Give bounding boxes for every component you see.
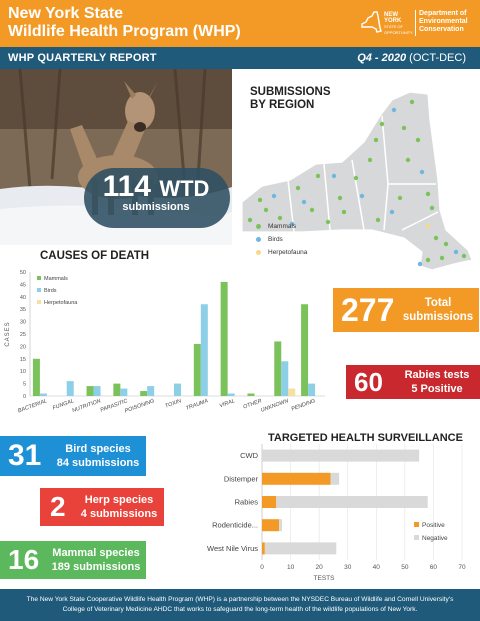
report-subbar [0, 47, 480, 69]
bar-birds-bacterial [40, 394, 47, 396]
wtd-label: submissions [122, 201, 190, 213]
x-tick-label: OTHER [242, 398, 263, 411]
birds-marker-icon [256, 237, 261, 242]
bar-mammals-parasitic [113, 384, 120, 396]
legend-label: Birds [268, 236, 283, 243]
x-tick-label: FUNGAL [51, 398, 75, 412]
x-tick-label: TOXIN [164, 398, 183, 410]
x-tick-label: POISONING [124, 398, 156, 415]
bar-mammals-poisoning [140, 391, 147, 396]
y-tick-label: 50 [19, 270, 26, 276]
logo-dept-line2: Environmental [419, 18, 468, 25]
y-tick-label: 45 [19, 282, 26, 289]
logo-state-text [384, 12, 414, 36]
legend-label: Mammals [268, 223, 297, 230]
rabies-line2: 5 Positive [411, 383, 463, 395]
y-tick-label: 10 [19, 369, 26, 376]
bar-birds-toxin [174, 384, 181, 396]
y-tick-label: West Nile Virus [207, 543, 258, 553]
surveillance-chart [200, 442, 480, 590]
legend-mammals [256, 220, 307, 233]
bar-negative-distemper [331, 473, 340, 485]
bar-mammals-viral [221, 282, 228, 396]
region-map-legend [256, 220, 307, 259]
legend-birds [256, 233, 307, 246]
bar-negative-rabies [276, 496, 427, 508]
report-title-line1: New York State [8, 5, 124, 22]
x-tick-label: 30 [344, 564, 352, 571]
y-tick-label: 5 [22, 381, 26, 388]
legend-herpetofauna [256, 246, 307, 259]
region-map-title [250, 86, 331, 112]
report-months: (OCT-DEC) [409, 52, 466, 64]
legend-label: Herpetofauna [268, 249, 308, 256]
legend-label-positive: Positive [422, 522, 445, 529]
rabies-tests-callout [346, 365, 480, 399]
legend-label-herpetofauna: Herpetofauna [44, 300, 78, 306]
footer-line1: The New York State Cooperative Wildlife Health Program (WHP) is a partnership between the NYSDEC Bureau of Wildlife and Cornell University's [26, 596, 454, 603]
bar-birds-poisoning [147, 386, 154, 396]
bar-mammals-bacterial [33, 359, 40, 396]
y-tick-label: Distemper [223, 474, 258, 484]
rabies-line1: Rabies tests [404, 369, 470, 381]
y-tick-label: 20 [19, 344, 26, 351]
x-tick-label: 20 [315, 564, 323, 571]
ny-state-map-icon [360, 10, 382, 34]
legend-swatch-mammals [37, 276, 41, 280]
bar-negative-cwd [262, 450, 419, 462]
surveillance-title: TARGETED HEALTH SURVEILLANCE [268, 432, 463, 444]
logo-dept-line1: Department of [419, 10, 467, 17]
legend-swatch-birds [37, 288, 41, 292]
total-submissions-callout [333, 288, 479, 332]
x-tick-label: 40 [372, 564, 380, 571]
legend-label-birds: Birds [44, 288, 57, 294]
region-title-line1: SUBMISSIONS [250, 86, 331, 98]
bar-birds-nutrition [94, 386, 101, 396]
x-tick-label: 60 [429, 564, 438, 571]
bird-species-callout [0, 436, 146, 476]
region-title-line2: BY REGION [250, 99, 315, 111]
y-tick-label: 0 [22, 394, 26, 400]
bar-birds-pending [308, 384, 315, 396]
bar-mammals-pending [301, 304, 308, 396]
program-footer [0, 589, 480, 621]
causes-of-death-chart [0, 262, 330, 432]
bar-mammals-nutrition [87, 386, 94, 396]
herp-line1: Herp species [84, 494, 154, 506]
x-tick-label: UNKNOWN [260, 398, 290, 414]
wtd-number: 114 [102, 170, 151, 203]
bar-birds-viral [228, 394, 235, 396]
y-tick-label: 25 [19, 332, 26, 338]
herpetofauna-marker-icon [256, 250, 261, 255]
x-tick-label: 70 [458, 564, 466, 571]
bird-number: 31 [8, 439, 42, 472]
x-tick-label: BACTERIAL [17, 398, 49, 415]
total-line2: submissions [402, 311, 474, 323]
logo-dept-line3: Conservation [419, 26, 464, 33]
y-tick-label: 30 [19, 319, 26, 326]
bar-mammals-trauma [194, 344, 201, 396]
bar-positive-distemper [262, 473, 331, 485]
bird-label [52, 442, 144, 470]
bar-birds-trauma [201, 304, 208, 396]
logo-dept-text [419, 10, 468, 34]
legend-swatch-herpetofauna [37, 300, 41, 304]
bar-birds-fungal [67, 381, 74, 396]
logo-state-sub: STATE OF OPPORTUNITY [384, 24, 413, 35]
y-tick-label: 35 [19, 307, 26, 314]
total-line1: Total [424, 297, 452, 309]
report-header [0, 0, 480, 47]
y-tick-label: CWD [240, 451, 258, 461]
y-tick-label: Rodenticide... [212, 520, 258, 530]
y-axis-title: CASES [5, 321, 11, 347]
herp-number: 2 [50, 491, 66, 522]
bar-positive-rodenticide- [262, 519, 279, 531]
herp-species-callout [40, 488, 164, 526]
x-tick-label: 0 [260, 564, 264, 571]
x-tick-label: 50 [401, 564, 409, 571]
total-label [399, 296, 477, 324]
report-title-line2: Wildlife Health Program (WHP) [8, 23, 241, 40]
dec-logo [360, 8, 472, 40]
x-tick-label: 10 [286, 564, 295, 571]
bird-line1: Bird species [65, 443, 131, 455]
bar-birds-unknown [281, 361, 288, 396]
x-tick-label: VIRAL [218, 398, 236, 410]
bar-birds-parasitic [120, 389, 127, 396]
legend-label-mammals: Mammals [44, 276, 68, 282]
logo-divider [415, 10, 416, 36]
x-axis-title: TESTS [313, 575, 335, 582]
wtd-species: WTD [159, 176, 210, 201]
mammal-line2: 189 submissions [51, 561, 141, 573]
y-tick-label: 15 [19, 356, 26, 363]
report-period [357, 52, 466, 64]
y-tick-label: 40 [19, 294, 26, 301]
total-number: 277 [341, 292, 395, 328]
x-tick-label: NUTRITION [71, 398, 102, 415]
legend-label-negative: Negative [422, 535, 448, 542]
legend-swatch-negative [414, 535, 419, 540]
bar-positive-west-nile-virus [262, 542, 265, 554]
rabies-label [396, 368, 478, 396]
bird-line2: 84 submissions [56, 457, 140, 469]
report-quarter: Q4 - 2020 [357, 52, 407, 64]
y-tick-label: Rabies [234, 497, 258, 507]
mammal-label [48, 546, 144, 574]
rabies-number: 60 [354, 367, 383, 397]
x-tick-label: PARASITIC [99, 398, 129, 414]
bar-negative-rodenticide- [279, 519, 282, 531]
footer-line2: College of Veterinary Medicine AHDC that works to safeguard the long-term health of the wildlife populations of New York. [62, 606, 418, 613]
x-tick-label: PENDING [290, 398, 317, 413]
bar-herpetofauna-unknown [288, 389, 295, 396]
x-tick-label: TRAUMA [185, 398, 210, 412]
herp-label [76, 493, 162, 521]
legend-swatch-positive [414, 522, 419, 527]
logo-state-name: NEW YORK [384, 12, 402, 24]
bar-negative-west-nile-virus [265, 542, 336, 554]
mammals-marker-icon [256, 224, 261, 229]
report-type: WHP QUARTERLY REPORT [8, 52, 157, 64]
mammal-number: 16 [8, 544, 40, 575]
bar-mammals-other [247, 394, 254, 396]
causes-of-death-title: CAUSES OF DEATH [40, 250, 150, 262]
mammal-line1: Mammal species [52, 547, 140, 559]
mammal-species-callout [0, 541, 146, 579]
herp-line2: 4 submissions [80, 508, 158, 520]
bar-mammals-unknown [274, 341, 281, 396]
bar-positive-rabies [262, 496, 276, 508]
